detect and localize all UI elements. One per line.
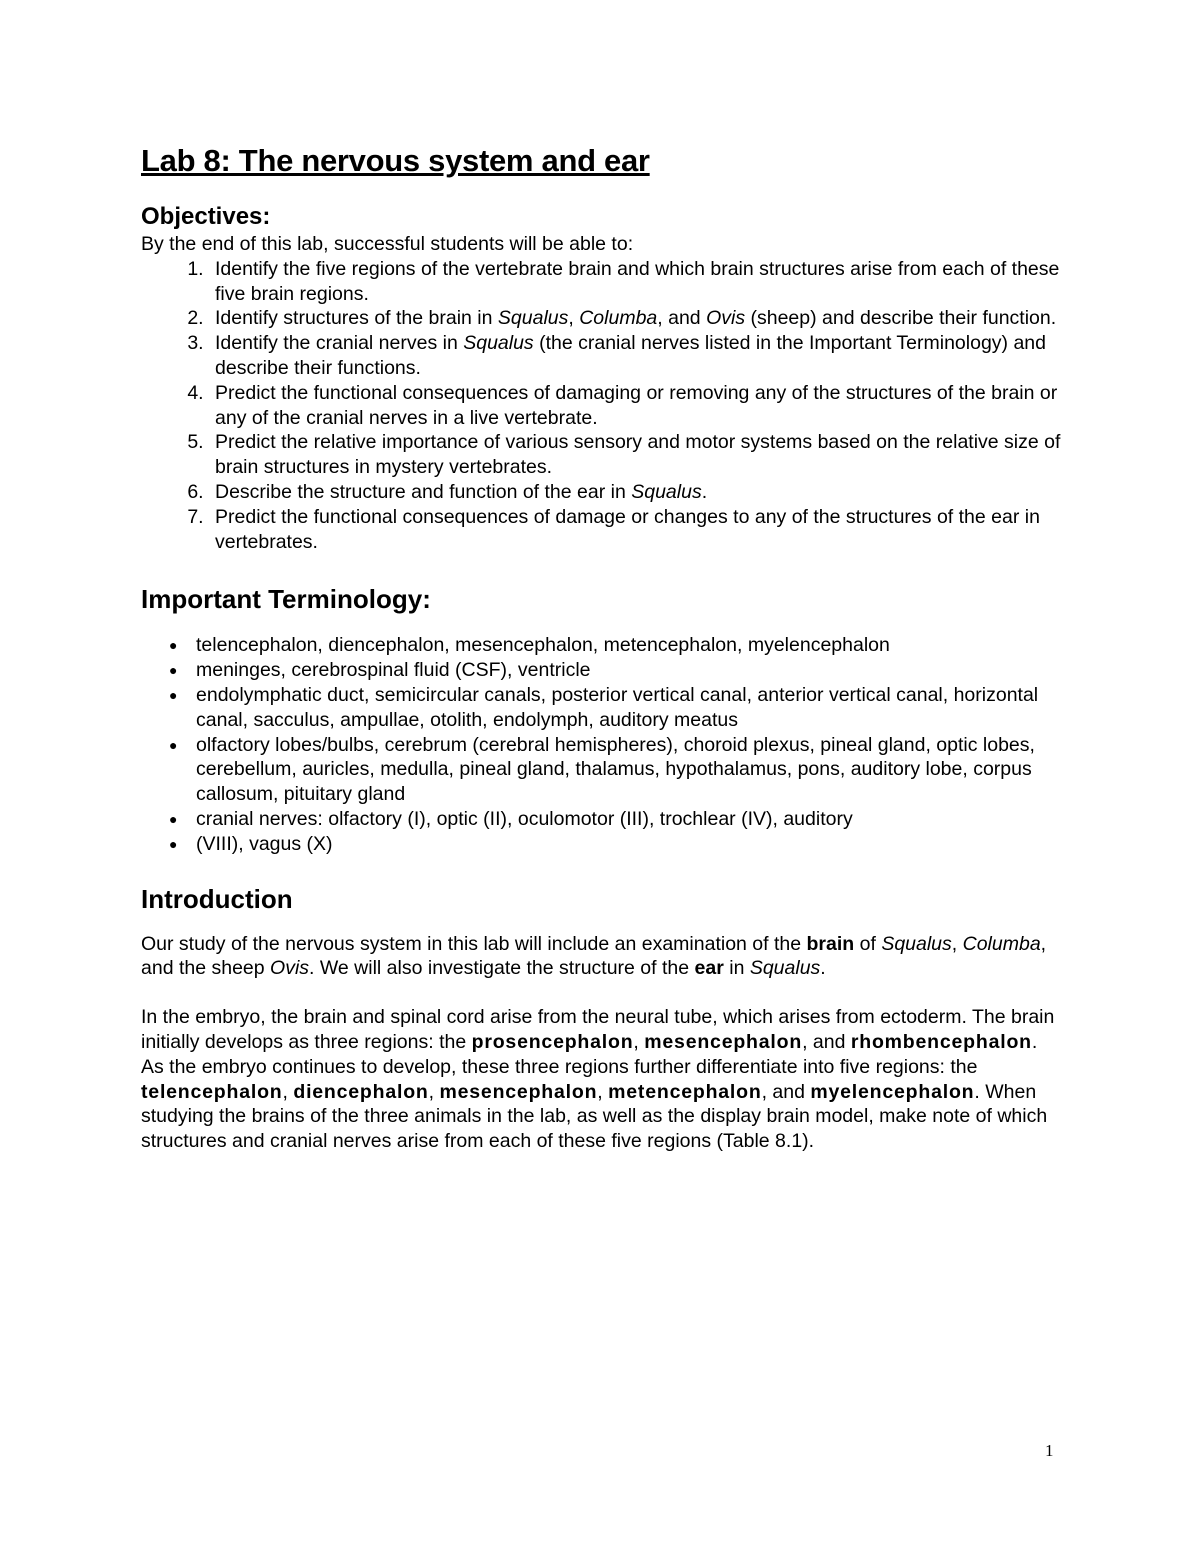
bullet-icon: ● — [169, 662, 178, 679]
bold-term: brain — [806, 932, 855, 955]
introduction-section — [141, 882, 1061, 1154]
terminology-item: ● (VIII), vagus (X) — [169, 832, 333, 855]
document-title: Lab 8: The nervous system and ear — [141, 143, 650, 178]
terminology-section — [141, 582, 1061, 856]
italic-term: Ovis — [270, 957, 310, 980]
introduction-paragraph: In the embryo, the brain and spinal cord arise from the neural tube, which arises from ectoderm. The brain initially develops as three regions: the prosencephalon, mesencephalon, and rhombencephalon. As the embryo continues to develop, these three regions further differentiate into five regions: the telencephalon, diencephalon, mesencephalon, metencephalon, and myelencephalon. When studying the brains of the three animals in the lab, as well as the display brain model, make note of which structures and cranial nerves arise from each of these five regions (Table 8.1). — [141, 1006, 1055, 1153]
terminology-item: ● olfactory lobes/bulbs, cerebrum (cerebral hemispheres), choroid plexus, pineal gland, optic lobes, cerebellum, auricles, medulla, pineal gland, thalamus, hypothalamus, pons, auditory lobe, corpus callosum, pituitary gland — [169, 733, 1035, 806]
objective-item: 7. Predict the functional consequences of damage or changes to any of the structures of the ear in vertebrates. — [209, 505, 1061, 555]
objectives-intro: By the end of this lab, successful students will be able to: — [141, 233, 634, 255]
italic-term: Columba — [962, 932, 1041, 955]
objectives-heading: Objectives: — [141, 203, 271, 230]
objective-item: 4. Predict the functional consequences of damaging or removing any of the structures of the brain or any of the cranial nerves in a live vertebrate. — [209, 381, 1061, 431]
bold-term: rhombencephalon — [850, 1030, 1032, 1053]
objective-item: 1. Identify the five regions of the vertebrate brain and which brain structures arise from each of these five brain regions. — [209, 257, 1061, 307]
bullet-icon: ● — [169, 736, 178, 753]
bullet-icon: ● — [169, 686, 178, 703]
objective-item: 5. Predict the relative importance of various sensory and motor systems based on the relative size of brain structures in mystery vertebrates. — [209, 430, 1061, 480]
italic-term: Squalus — [881, 932, 952, 955]
terminology-item: ● meninges, cerebrospinal fluid (CSF), ventricle — [169, 659, 591, 682]
bold-term: mesencephalon — [644, 1030, 803, 1053]
terminology-item: ● endolymphatic duct, semicircular canals, posterior vertical canal, anterior vertical canal, horizontal canal, sacculus, ampullae, otolith, endolymph, auditory meatus — [169, 683, 1039, 731]
italic-term: Ovis — [706, 307, 746, 330]
italic-term: Squalus — [497, 307, 569, 330]
bullet-icon: ● — [169, 810, 178, 827]
objectives-section — [141, 202, 1061, 554]
objective-item: 2. Identify structures of the brain in Squalus, Columba, and Ovis (sheep) and describe their function. — [209, 306, 1061, 331]
bullet-icon: ● — [169, 835, 178, 852]
objectives-list — [141, 257, 1061, 555]
bold-term: metencephalon — [608, 1080, 762, 1103]
italic-term: Columba — [579, 307, 658, 330]
introduction-paragraph: Our study of the nervous system in this lab will include an examination of the brain of Squalus, Columba, and the sheep Ovis. We will also investigate the structure of the ear in Squalus. — [141, 932, 1047, 980]
page-number: 1 — [1045, 1441, 1054, 1460]
bold-term: telencephalon — [141, 1080, 283, 1103]
terminology-item: ● cranial nerves: olfactory (I), optic (II), oculomotor (III), trochlear (IV), auditory — [169, 807, 853, 830]
objective-item: 6. Describe the structure and function of the ear in Squalus. — [209, 480, 1061, 505]
italic-term: Squalus — [631, 480, 702, 503]
bold-term: diencephalon — [293, 1080, 429, 1103]
document-page — [141, 140, 1061, 1154]
terminology-item: ● telencephalon, diencephalon, mesencephalon, metencephalon, myelencephalon — [169, 634, 890, 657]
bold-term: ear — [694, 957, 724, 980]
bold-term: prosencephalon — [471, 1030, 634, 1053]
introduction-heading: Introduction — [141, 883, 293, 914]
italic-term: Squalus — [463, 332, 534, 355]
bold-term: mesencephalon — [439, 1080, 598, 1103]
objective-item: 3. Identify the cranial nerves in Squalus (the cranial nerves listed in the Important Terminology) and describe their functions. — [209, 331, 1061, 381]
italic-term: Squalus — [749, 957, 821, 980]
terminology-list — [141, 633, 1061, 856]
bold-term: myelencephalon — [810, 1080, 975, 1103]
terminology-heading: Important Terminology: — [141, 584, 431, 615]
bullet-icon: ● — [169, 637, 178, 654]
